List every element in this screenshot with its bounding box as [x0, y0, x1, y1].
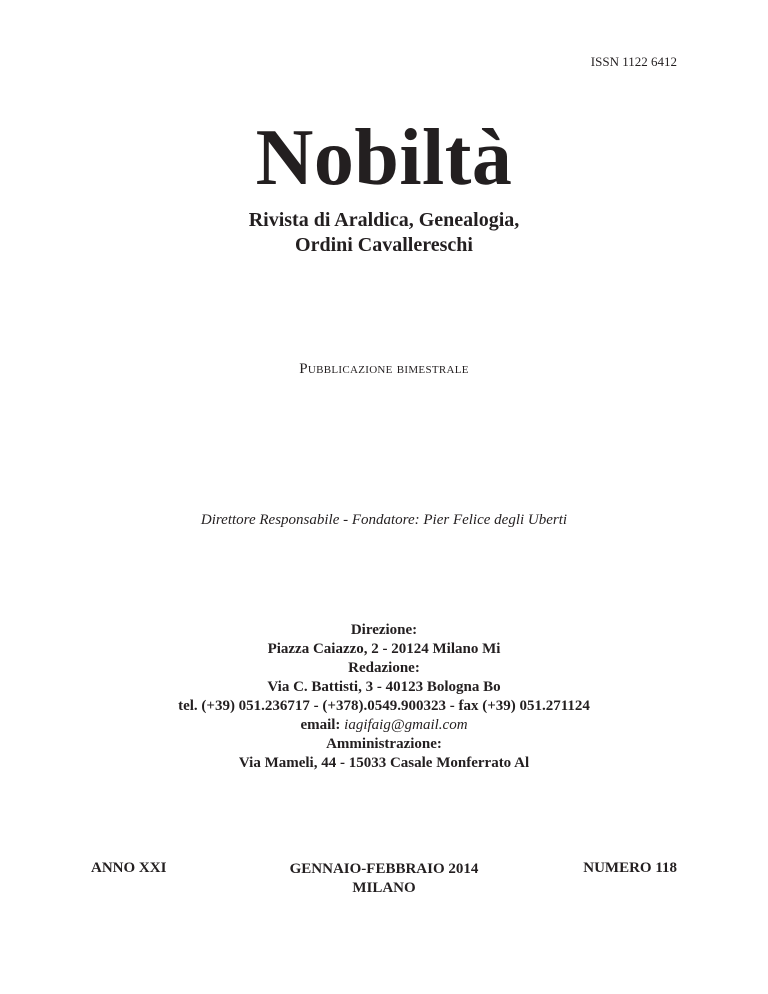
email-line — [0, 716, 768, 735]
phone-fax-line: tel. (+39) 051.236717 - (+378).0549.900323 - fax (+39) 051.271124 — [178, 698, 590, 714]
direzione-label: Direzione: — [350, 622, 418, 638]
amministrazione-address: Via Mameli, 44 - 15033 Casale Monferrato Al — [238, 755, 530, 771]
volume-year: ANNO XXI — [91, 860, 167, 876]
publication-frequency: Pubblicazione bimestrale — [299, 361, 469, 377]
subtitle-line-2: Ordini Cavallereschi — [295, 234, 473, 256]
issue-city: MILANO — [352, 880, 416, 896]
journal-subtitle — [0, 208, 768, 258]
issue-date: GENNAIO-FEBBRAIO 2014 — [289, 861, 479, 877]
issue-number: NUMERO 118 — [583, 860, 677, 876]
director-credit: Direttore Responsabile - Fondatore: Pier Felice degli Uberti — [200, 512, 568, 528]
email-address[interactable]: iagifaig@gmail.com — [344, 717, 468, 733]
amministrazione-label: Amministrazione: — [326, 736, 442, 752]
contact-block — [0, 621, 768, 773]
email-label: email: — [300, 717, 341, 733]
redazione-label: Redazione: — [348, 660, 420, 676]
direzione-address: Piazza Caiazzo, 2 - 20124 Milano Mi — [267, 641, 501, 657]
journal-title: Nobiltà — [255, 114, 513, 202]
subtitle-line-1: Rivista di Araldica, Genealogia, — [248, 209, 520, 231]
issn-number: ISSN 1122 6412 — [590, 54, 677, 69]
redazione-address: Via C. Battisti, 3 - 40123 Bologna Bo — [267, 679, 501, 695]
